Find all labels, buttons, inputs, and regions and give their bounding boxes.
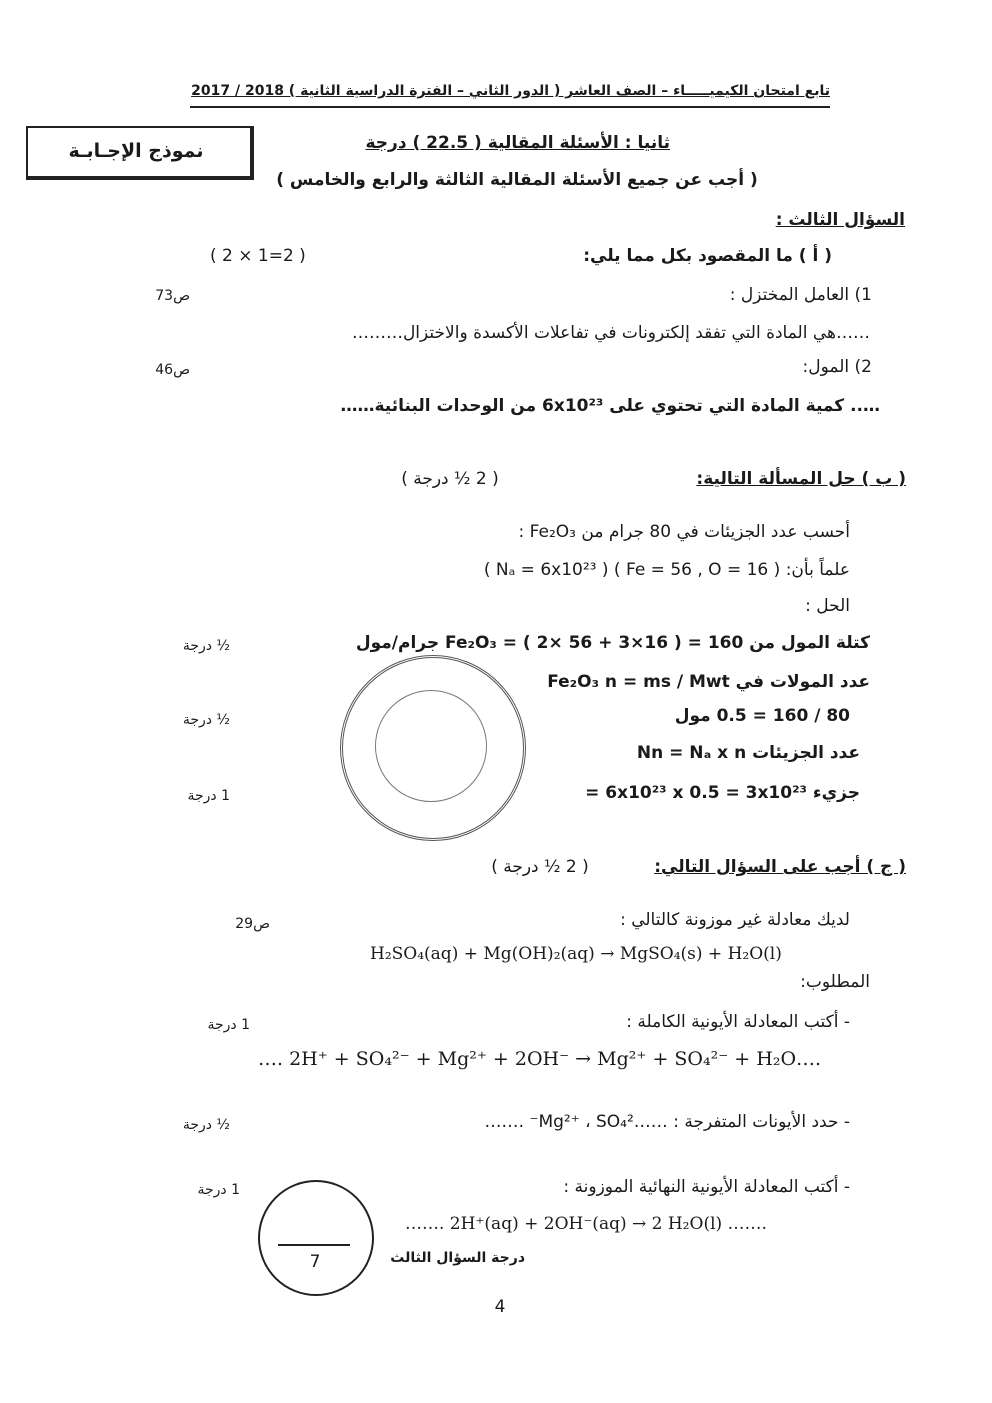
part-b-line4: عدد الجزيئات Nn = Nₐ x n (636, 743, 860, 763)
part-b-line5: = 6x10²³ x 0.5 = 3x10²³ جزيء (585, 783, 860, 803)
part-c-intro: لديك معادلة غير موزونة كالتالي : (620, 910, 850, 930)
part-c-required: المطلوب: (800, 972, 870, 992)
part-c-task3: - أكتب المعادلة الأيونية النهائية الموزونة : (563, 1177, 850, 1197)
part-c-task2: - حدد الأيونات المتفرجة : ……Mg²⁺ ، SO₄²⁻ ……. (484, 1112, 850, 1132)
part-c-task1-answer: …. 2H⁺ + SO₄²⁻ + Mg²⁺ + 2OH⁻ → Mg²⁺ + SO₄²⁻ + H₂O…. (258, 1048, 822, 1070)
score-circle-divider (278, 1244, 350, 1246)
part-c-intro-ref: ص29 (235, 916, 270, 932)
answer-model-label: نموذج الإجـابـة (68, 140, 204, 162)
part-a-heading: ( أ ) ما المقصود بكل مما يلي: (583, 246, 832, 266)
part-b-line2: عدد المولات في Fe₂O₃ n = ms / Mwt (547, 672, 870, 692)
part-b-problem: أحسب عدد الجزيئات في 80 جرام من Fe₂O₃ : (518, 522, 850, 542)
part-a-item1-ref: ص73 (155, 288, 190, 304)
question-title: السؤال الثالث : (775, 210, 905, 230)
part-b-line3: 80 / 160 = 0.5 مول (674, 706, 850, 726)
part-a-item1-answer: ……هي المادة التي تفقد إلكترونات في تفاعلات الأكسدة والاختزال……… (351, 323, 870, 343)
question-total-label: درجة السؤال الثالث (390, 1250, 525, 1266)
part-c-score: ( 2 ½ درجة ) (491, 857, 589, 877)
part-b-line1-score: ½ درجة (182, 638, 230, 654)
part-a-score: ( 2 × 1=2 ) (210, 246, 306, 266)
part-c-task3-answer: ……. 2H⁺(aq) + 2OH⁻(aq) → 2 H₂O(l) ……. (405, 1214, 767, 1234)
part-b-solution-label: الحل : (805, 596, 850, 616)
part-b-line3-score: ½ درجة (182, 712, 230, 728)
part-c-task1: - أكتب المعادلة الأيونية الكاملة : (626, 1012, 850, 1032)
part-a-item2-ref: ص46 (155, 362, 190, 378)
page-header-title: تابع امتحان الكيميـــــاء – الصف العاشر ( الدور الثاني – الفترة الدراسية الثانية ) 2018 / 2017 (191, 83, 830, 99)
part-c-task3-score: 1 درجة (197, 1182, 240, 1198)
question-score-circle (258, 1180, 374, 1296)
part-c-task2-score: ½ درجة (182, 1117, 230, 1133)
part-b-line1: كتلة المول من Fe₂O₃ = ( 2× 56 + 3×16 ) = 160 جرام/مول (355, 633, 870, 653)
section-instruction: ( أجب عن جميع الأسئلة المقالية الثالثة والرابع والخامس ) (276, 170, 758, 190)
school-seal-inner-ring (375, 690, 487, 802)
part-a-item2-label: 2) المول: (802, 357, 872, 377)
part-b-given: علماً بأن: ( Fe = 56 , O = 16 ) ( Nₐ = 6x10²³ ) (483, 560, 850, 580)
section-title: ثانيا : الأسئلة المقالية ( 22.5 ) درجة (365, 133, 670, 153)
question-total-score: 7 (309, 1252, 321, 1272)
part-a-item1-label: 1) العامل المختزل : (729, 285, 872, 305)
page-number: 4 (494, 1297, 506, 1317)
part-a-item2-answer: ….. كمية المادة التي تحتوي على 6x10²³ من الوحدات البنائية…… (340, 396, 880, 416)
header-underline (190, 106, 830, 108)
part-b-heading: ( ب ) حل المسألة التالية: (696, 469, 906, 489)
part-b-line5-score: 1 درجة (187, 788, 230, 804)
part-c-task1-score: 1 درجة (207, 1017, 250, 1033)
part-c-equation: H₂SO₄(aq) + Mg(OH)₂(aq) → MgSO₄(s) + H₂O(l) (370, 944, 782, 964)
part-c-heading: ( ج ) أجب على السؤال التالي: (654, 857, 906, 877)
part-b-score: ( 2 ½ درجة ) (401, 469, 499, 489)
